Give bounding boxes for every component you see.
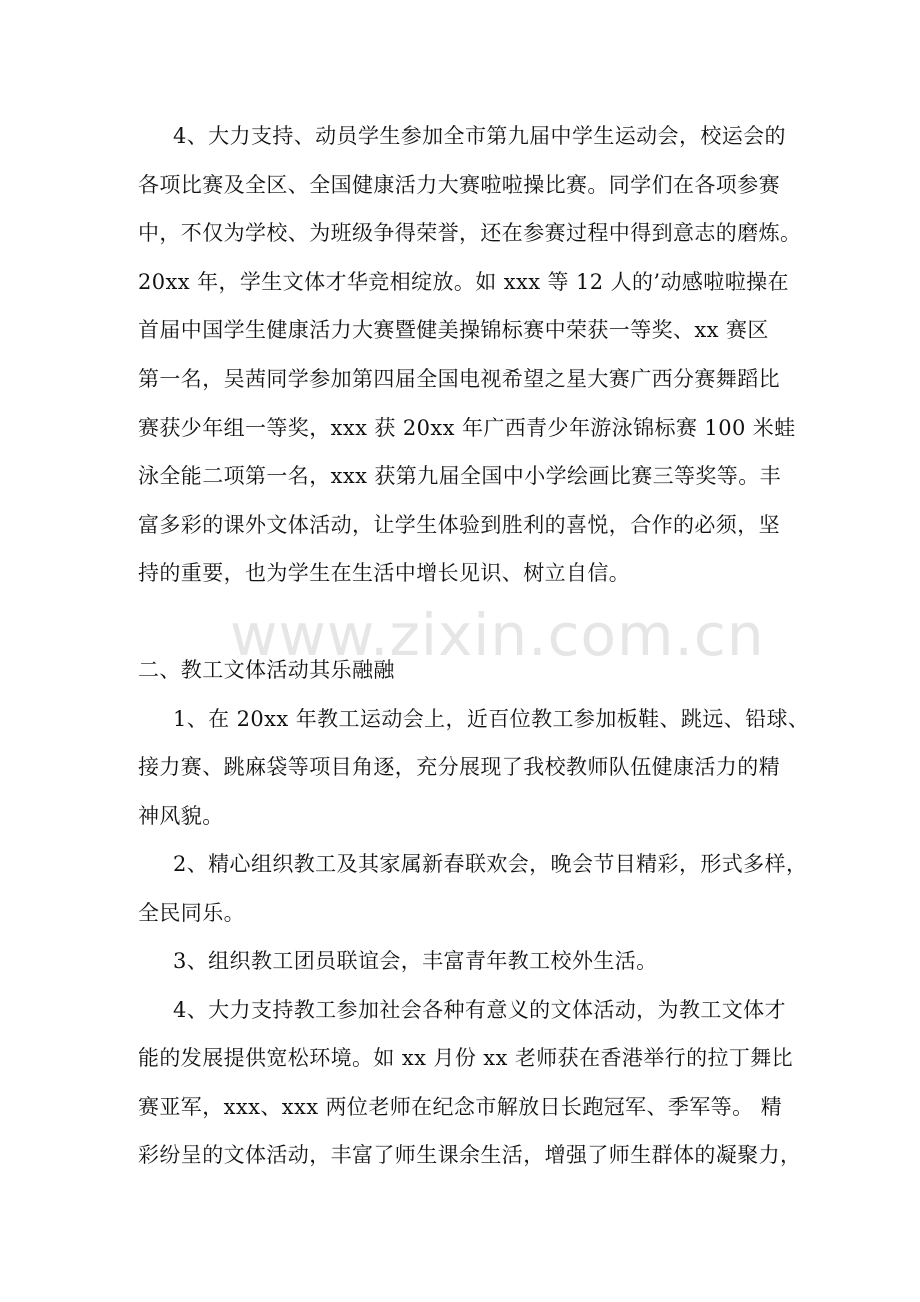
paragraph-line: 赛亚军，xxx、xxx 两位老师在纪念市解放日长跑冠军、季军等。 精 (138, 1095, 783, 1119)
paragraph-line: 赛获少年组一等奖，xxx 获 20xx 年广西青少年游泳锦标赛 100 米蛙 (138, 416, 796, 440)
section-heading: 二、教工文体活动其乐融融 (138, 658, 395, 682)
paragraph-line: 全民同乐。 (138, 901, 245, 925)
watermark: www.zixin.com.cn (230, 601, 765, 669)
paragraph-line: 中，不仅为学校、为班级争得荣誉，还在参赛过程中得到意志的磨炼。 (138, 221, 802, 245)
paragraph-line: 神风貌。 (138, 804, 224, 828)
paragraph-line: 3、组织教工团员联谊会，丰富青年教工校外生活。 (173, 949, 658, 973)
paragraph-line: 接力赛、跳麻袋等项目角逐，充分展现了我校教师队伍健康活力的精 (138, 755, 780, 779)
paragraph-line: 20xx 年，学生文体才华竞相绽放。如 xxx 等 12 人的’动感啦啦操在 (138, 270, 789, 294)
paragraph-line: 各项比赛及全区、全国健康活力大赛啦啦操比赛。同学们在各项参赛 (138, 173, 780, 197)
paragraph-line: 泳全能二项第一名，xxx 获第九届全国中小学绘画比赛三等奖等。丰 (138, 464, 782, 488)
paragraph-line: 4、大力支持教工参加社会各种有意义的文体活动，为教工文体才 (173, 998, 786, 1022)
paragraph-line: 持的重要，也为学生在生活中增长见识、树立自信。 (138, 561, 631, 585)
paragraph-line: 能的发展提供宽松环境。如 xx 月份 xx 老师获在香港举行的拉丁舞比 (138, 1046, 794, 1070)
paragraph-line: 首届中国学生健康活力大赛暨健美操锦标赛中荣获一等奖、xx 赛区 (138, 318, 769, 342)
paragraph-line: 彩纷呈的文体活动，丰富了师生课余生活，增强了师生群体的凝聚力， (138, 1143, 802, 1167)
paragraph-line: 1、在 20xx 年教工运动会上，近百位教工参加板鞋、跳远、铅球、 (173, 707, 810, 731)
paragraph-line: 富多彩的课外文体活动，让学生体验到胜利的喜悦，合作的必须，坚 (138, 513, 780, 537)
paragraph-line: 2、精心组织教工及其家属新春联欢会，晚会节目精彩，形式多样， (173, 852, 808, 876)
paragraph-line: 4、大力支持、动员学生参加全市第九届中学生运动会，校运会的 (173, 124, 786, 148)
paragraph-line: 第一名，吴茜同学参加第四届全国电视希望之星大赛广西分赛舞蹈比 (138, 367, 780, 391)
